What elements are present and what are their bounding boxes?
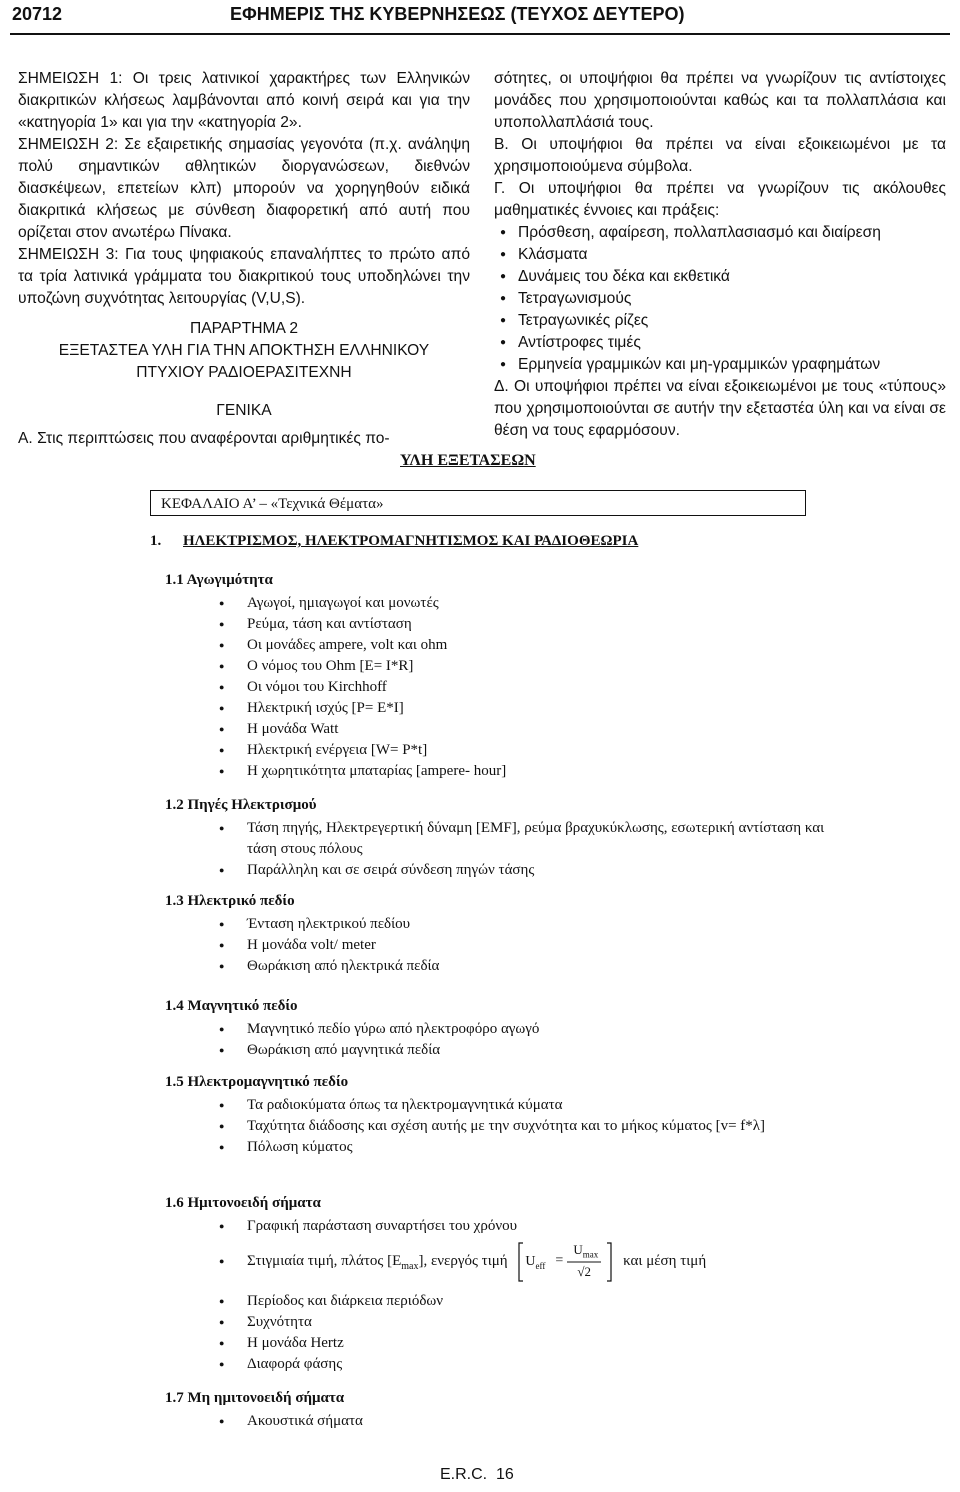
math-concepts-list <box>494 222 946 376</box>
section-1-4 <box>165 998 825 1061</box>
main-heading-number: 1. <box>150 533 162 549</box>
note-1: ΣΗΜΕΙΩΣΗ 1: Οι τρεις λατινικοί χαρακτήρες των Ελληνικών διακριτικών κλήσεως λαμβάνονται από κοινή σειρά και για την «κατηγορία 1» και για την «κατηγορία 2». <box>18 70 470 131</box>
list-item: ● Παράλληλη και σε σειρά σύνδεση πηγών τάσης <box>165 860 825 881</box>
section-1-7 <box>165 1390 825 1432</box>
section-heading: 1.5 Ηλεκτρομαγνητικό πεδίο <box>165 1074 349 1090</box>
paragraph-a: Α. Στις περιπτώσεις που αναφέρονται αριθμητικές πο- <box>18 430 390 447</box>
note-3: ΣΗΜΕΙΩΣΗ 3: Για τους ψηφιακούς επαναλήπτες το πρώτο από τα τρία λατινικά γράμματα του διακριτικού τους υποδηλώνει την υποζώνη συχνότητας λειτουργίας (V,U,S). <box>18 246 470 307</box>
list-item: ● Αγωγοί, ημιαγωγοί και μονωτές <box>165 593 825 614</box>
list-item: ● Δυνάμεις του δέκα και εκθετικά <box>494 266 946 288</box>
chapter-box: ΚΕΦΑΛΑΙΟ Α’ – «Τεχνικά Θέματα» <box>150 490 806 516</box>
list-item: ● Η χωρητικότητα μπαταρίας [ampere- hour] <box>165 761 825 782</box>
section-1-1 <box>165 572 825 782</box>
list-item: ● Ο νόμος του Ohm [E= I*R] <box>165 656 825 677</box>
list-item: ● Τάση πηγής, Ηλεκτρεγερτική δύναμη [EMF], ρεύμα βραχυκύκλωσης, εσωτερική αντίσταση και τάση στους πόλους <box>165 818 825 860</box>
list-item: ● Ταχύτητα διάδοσης και σχέση αυτής με την συχνότητα και το μήκος κύματος [v= f*λ] <box>165 1116 825 1137</box>
list-item: ● Διαφορά φάσης <box>165 1354 845 1375</box>
list-item: ● Συχνότητα <box>165 1312 845 1333</box>
paragraph-c: Γ. Οι υποψήφιοι θα πρέπει να γνωρίζουν τις ακόλουθες μαθηματικές έννοιες και πράξεις: <box>494 180 946 219</box>
formula-prefix: Στιγμιαία τιμή, πλάτος [E <box>247 1253 402 1269</box>
section-heading: 1.3 Ηλεκτρικό πεδίο <box>165 893 295 909</box>
list-item: ● Πόλωση κύματος <box>165 1137 825 1158</box>
list-item: ● Θωράκιση από μαγνητικά πεδία <box>165 1040 825 1061</box>
header-rule <box>10 33 950 35</box>
section-1-3 <box>165 893 825 977</box>
section-heading: 1.2 Πηγές Ηλεκτρισμού <box>165 797 317 813</box>
paragraph-b: Β. Οι υποψήφιοι θα πρέπει να είναι εξοικειωμένοι με τα χρησιμοποιούμενα σύμβολα. <box>494 136 946 175</box>
gazette-title: ΕΦΗΜΕΡΙΣ ΤΗΣ ΚΥΒΕΡΝΗΣΕΩΣ (ΤΕΥΧΟΣ ΔΕΥΤΕΡΟ) <box>230 4 685 24</box>
list-item: ● Ηλεκτρική ενέργεια [W= P*t] <box>165 740 825 761</box>
section-heading: 1.1 Αγωγιμότητα <box>165 572 273 588</box>
formula-equals: = <box>555 1252 564 1268</box>
syllabus-title: ΥΛΗ ΕΞΕΤΑΣΕΩΝ <box>400 452 536 469</box>
list-item: ● Οι νόμοι του Kirchhoff <box>165 677 825 698</box>
list-item: ● Ακουστικά σήματα <box>165 1411 825 1432</box>
list-item: ● Τετραγωνικές ρίζες <box>494 310 946 332</box>
list-item: ● Θωράκιση από ηλεκτρικά πεδία <box>165 956 825 977</box>
list-item: ● Κλάσματα <box>494 244 946 266</box>
appendix-title: ΠΑΡΑΡΤΗΜΑ 2 <box>189 320 299 337</box>
effective-value-formula <box>517 1241 613 1283</box>
main-heading <box>150 533 638 550</box>
list-item: ● Ρεύμα, τάση και αντίσταση <box>165 614 825 635</box>
appendix-subtitle-2: ΠΤΥΧΙΟΥ ΡΑΔΙΟΕΡΑΣΙΤΕΧΝΗ <box>136 364 352 381</box>
list-item: ● Η μονάδα volt/ meter <box>165 935 825 956</box>
section-1-2 <box>165 797 825 881</box>
list-item: ● Ηλεκτρική ισχύς [P= E*I] <box>165 698 825 719</box>
list-item: ● Οι μονάδες ampere, volt και ohm <box>165 635 825 656</box>
page-number: 20712 <box>12 4 63 24</box>
section-heading: 1.4 Μαγνητικό πεδίο <box>165 998 298 1014</box>
formula-tail: και μέση τιμή <box>623 1253 707 1269</box>
list-item: ● Τετραγωνισμούς <box>494 288 946 310</box>
list-item: ● Περίοδος και διάρκεια περιόδων <box>165 1291 845 1312</box>
list-item: ● Γραφική παράσταση συναρτήσει του χρόνου <box>165 1216 845 1237</box>
section-heading: 1.6 Ημιτονοειδή σήματα <box>165 1195 321 1211</box>
formula-prefix-sub: max <box>401 1261 419 1272</box>
list-item: ● Η μονάδα Hertz <box>165 1333 845 1354</box>
formula-lhs: $U_{eff}$ <box>525 1253 546 1271</box>
left-column <box>18 68 470 450</box>
list-item: ● Ένταση ηλεκτρικού πεδίου <box>165 914 825 935</box>
section-1-6 <box>165 1195 845 1375</box>
list-item-formula <box>165 1237 845 1291</box>
list-item: ● Πρόσθεση, αφαίρεση, πολλαπλασιασμό και διαίρεση <box>494 222 946 244</box>
general-heading: ΓΕΝΙΚΑ <box>216 402 272 419</box>
main-heading-title: ΗΛΕΚΤΡΙΣΜΟΣ, ΗΛΕΚΤΡΟΜΑΓΝΗΤΙΣΜΟΣ ΚΑΙ ΡΑΔΙΟΘΕΩΡΙΑ <box>183 533 639 549</box>
formula-numerator: $U_{max}$ <box>573 1241 599 1260</box>
list-item: ● Αντίστροφες τιμές <box>494 332 946 354</box>
list-item: ● Ερμηνεία γραμμικών και μη-γραμμικών γραφημάτων <box>494 354 946 376</box>
formula-mid: ], ενεργός τιμή <box>418 1253 508 1269</box>
page-footer: E.R.C. 16 <box>440 1466 514 1483</box>
section-heading: 1.7 Μη ημιτονοειδή σήματα <box>165 1390 345 1406</box>
section-1-5 <box>165 1074 825 1158</box>
note-2: ΣΗΜΕΙΩΣΗ 2: Σε εξαιρετικής σημασίας γεγονότα (π.χ. ανάληψη πολύ σημαντικών αθλητικών διοργανώσεων, διεθνών διασκέψεων, επετείων κλπ) μπορούν να χορηγηθούν ειδικά διακριτικά κλήσεως με σύνθεση διαφορετική από αυτή που ορίζεται στον ανωτέρω Πίνακα. <box>18 136 470 241</box>
appendix-subtitle-1: ΕΞΕΤΑΣΤΕΑ ΥΛΗ ΓΙΑ ΤΗΝ ΑΠΟΚΤΗΣΗ ΕΛΛΗΝΙΚΟΥ <box>58 342 430 359</box>
right-column <box>494 68 946 442</box>
paragraph-a-continued: σότητες, οι υποψήφιοι θα πρέπει να γνωρίζουν τις αντίστοιχες μονάδες που χρησιμοποιούνται καθώς και τα πολλαπλάσια και υποπολλαπλάσιά τους. <box>494 70 946 131</box>
formula-denominator: √2 <box>577 1263 592 1279</box>
list-item: ● Μαγνητικό πεδίο γύρω από ηλεκτροφόρο αγωγό <box>165 1019 825 1040</box>
paragraph-d: Δ. Οι υποψήφιοι πρέπει να είναι εξοικειωμένοι με τους «τύπους» που χρησιμοποιούνται σε αυτήν την εξεταστέα ύλη και να είναι σε θέση να τους εφαρμόσουν. <box>494 378 946 439</box>
list-item: ● Τα ραδιοκύματα όπως τα ηλεκτρομαγνητικά κύματα <box>165 1095 825 1116</box>
list-item: ● Η μονάδα Watt <box>165 719 825 740</box>
